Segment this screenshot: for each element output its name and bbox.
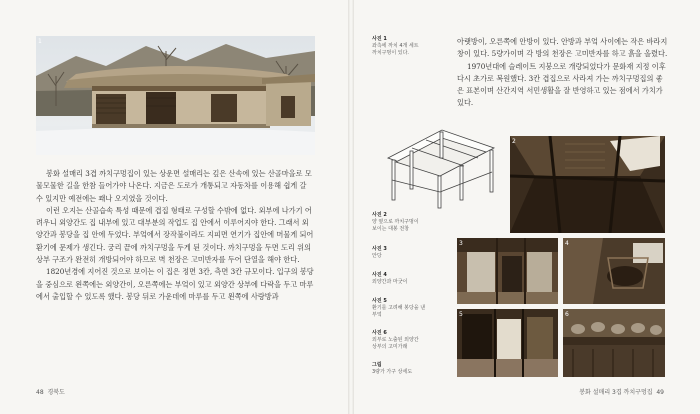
caption-photo-4: 사진 4 외양간과 마굿이	[372, 272, 408, 285]
house-illustration	[36, 36, 315, 155]
timber-frame-drawing	[382, 118, 500, 210]
photo-6-number: 6	[565, 311, 569, 318]
paragraph: 1820년경에 지어진 것으로 보이는 이 집은 정면 3칸, 측면 3칸 규모이다. 입구의 봉당을 중심으로 왼쪽에는 외양간이, 오른쪽에는 부엌이 있고 외양간 상부에 다락을 두고 마루에서 출입할 수 있도록 했다. 봉당 뒤로 가운데에 마루를 두고 왼쪽에 사랑방과	[36, 267, 314, 301]
caption-text: 좌측에 까치 4개 세트 까치구멍이 있다.	[372, 43, 419, 56]
right-body-text	[457, 36, 669, 110]
caption-text: 안당	[372, 253, 382, 259]
caption-text: 양 옆으로 까치구멍이 보이는 대봉 전창	[372, 219, 419, 232]
photo-3-number: 3	[459, 240, 463, 247]
right-folio	[579, 387, 664, 396]
right-running-title: 봉화 설매리 3겹 까치구멍집	[579, 389, 653, 396]
kitchen-illustration	[457, 309, 558, 377]
caption-text: 3량가 가구 상세도	[372, 369, 413, 375]
left-body-text	[36, 168, 315, 303]
photo-1-house-exterior	[36, 36, 315, 155]
paragraph: 봉화 설매리 3겹 까치구멍집이 있는 상운면 설매리는 깊은 산속에 있는 산골마을로 모물모물한 길을 한참 들어가야 나온다. 지금은 도로가 개통되고 자동차를 이용해 쉽게 갈 수 있지만 예전에는 꽤나 오지였을 것이다.	[36, 169, 312, 203]
caption-figure: 그림 3량가 가구 상세도	[372, 362, 413, 375]
stable-illustration	[563, 238, 665, 304]
stable-roof-illustration	[563, 309, 665, 377]
caption-photo-3: 사진 3 안당	[372, 246, 387, 259]
left-page-number: 48	[36, 389, 44, 396]
photo-3-hallway	[457, 238, 558, 304]
ceiling-illustration	[510, 136, 665, 233]
caption-text: 환기를 고려해 봉당을 낸 부엌	[372, 305, 426, 318]
photo-4-number: 4	[565, 240, 569, 247]
right-page-number: 49	[656, 389, 664, 396]
paragraph: 이런 오지는 산골습속 특성 때문에 겹집 형태로 구성할 수밖에 없다. 외부에 나가기 어려우니 외양간도 집 내부에 있고 대부분의 작업도 집 안에서 이루어지야 한다. 그래서 외양간과 봉당을 집 안에 두었다. 부엌에서 장작불이라도 지피면 연기가 집안에 머물게 되어 환기에 문제가 생긴다. 궁리 끝에 까치구멍을 두게 된 것이다. 까치구멍을 두면 도리 위의 상부 구조가 완전히 개방되어야 하므로 벽 천장은 고미반자를 두어 단열을 해야 한다.	[36, 205, 314, 265]
photo-5-kitchen	[457, 309, 558, 377]
photo-2-number: 2	[512, 138, 516, 145]
caption-photo-5: 사진 5 환기를 고려해 봉당을 낸 부엌	[372, 298, 426, 318]
photo-2-ceiling	[510, 136, 665, 233]
gutter	[348, 0, 354, 414]
caption-photo-1: 사진 1 좌측에 까치 4개 세트 까치구멍이 있다.	[372, 36, 419, 56]
photo-5-number: 5	[459, 311, 463, 318]
photo-1-number: 1	[38, 38, 42, 45]
caption-text: 외양간과 마굿이	[372, 279, 408, 285]
photo-4-stable	[563, 238, 665, 304]
caption-text: 외부로 노출된 외양간 상부의 고미가래	[372, 337, 419, 350]
caption-photo-2: 사진 2 양 옆으로 까치구멍이 보이는 대봉 전창	[372, 212, 419, 232]
paragraph: 아랫방이, 오른쪽에 안방이 있다. 안방과 부엌 사이에는 작은 바라지창이 있다. 5량가이며 각 방의 천장은 고미반자를 하고 흙을 올렸다.	[457, 37, 668, 59]
left-section-name: 경북도	[47, 389, 65, 396]
left-folio	[36, 387, 65, 396]
paragraph: 1970년대에 슬레이트 지붕으로 개량되었다가 문화재 지정 이후 다시 초가로 복원했다. 3칸 겹집으로 사라져 가는 까치구멍집의 좋은 표본이며 산간지역 서민생활을 잘 반영하고 있는 점에서 가치가 있다.	[457, 61, 666, 108]
photo-6-stable-roof	[563, 309, 665, 377]
hallway-illustration	[457, 238, 558, 304]
caption-photo-6: 사진 6 외부로 노출된 외양간 상부의 고미가래	[372, 330, 419, 350]
